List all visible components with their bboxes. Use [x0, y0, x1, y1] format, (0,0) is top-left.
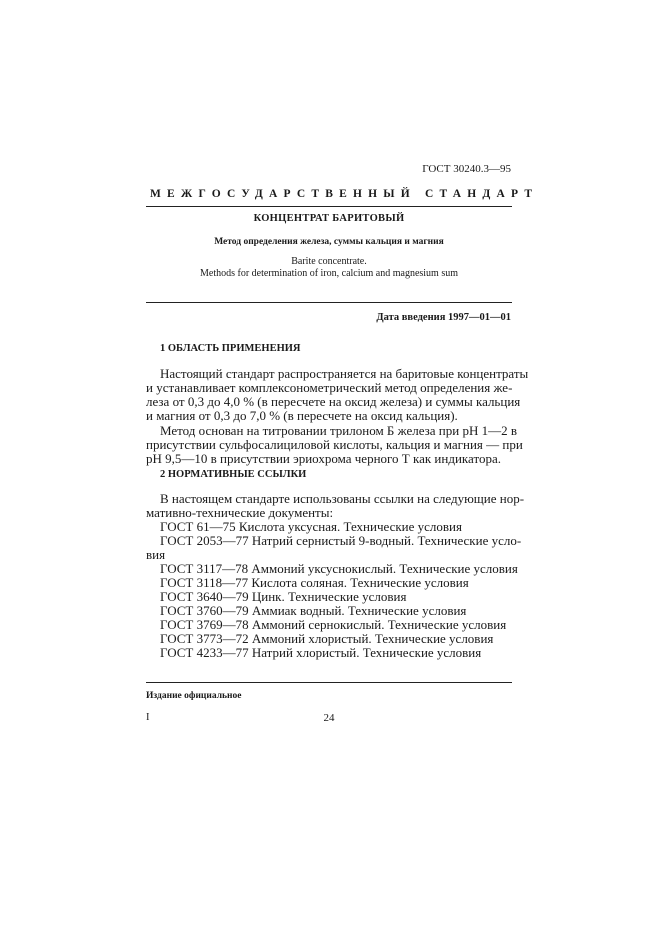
doc-number: ГОСТ 30240.3—95	[422, 163, 511, 175]
paragraph-line: рН 9,5—10 в присутствии эриохрома черного Т как индикатора.	[146, 451, 501, 466]
paragraph-line: Настоящий стандарт распространяется на баритовые концентраты	[160, 366, 529, 381]
standard-type: МЕЖГОСУДАРСТВЕННЫЙ СТАНДАРТ	[150, 188, 539, 200]
paragraph-line: мативно-технические документы:	[146, 505, 334, 520]
page-mark: I	[146, 712, 150, 723]
title-divider	[146, 302, 512, 303]
paragraph-line: присутствии сульфосалициловой кислоты, кальция и магния — при	[146, 437, 523, 452]
paragraph-line: и магния от 0,3 до 7,0 % (в пересчете на оксид кальция).	[146, 408, 458, 423]
section-heading-references: 2 НОРМАТИВНЫЕ ССЫЛКИ	[160, 469, 307, 480]
reference-item: ГОСТ 3773—72 Аммоний хлористый. Технические условия	[160, 631, 494, 646]
intro-date: Дата введения 1997—01—01	[376, 312, 511, 323]
reference-item: ГОСТ 61—75 Кислота уксусная. Технические условия	[160, 519, 462, 534]
footer-divider	[146, 682, 512, 683]
paragraph-line: Метод основан на титровании трилоном Б железа при рН 1—2 в	[160, 423, 517, 438]
paragraph-line: В настоящем стандарте использованы ссылки на следующие нор-	[160, 491, 525, 506]
reference-item: ГОСТ 3118—77 Кислота соляная. Технические условия	[160, 575, 469, 590]
doc-subtitle: Метод определения железа, суммы кальция и магния	[214, 237, 444, 247]
reference-item-continuation: вия	[146, 547, 166, 562]
reference-item: ГОСТ 4233—77 Натрий хлористый. Технические условия	[160, 645, 482, 660]
section-heading-scope: 1 ОБЛАСТЬ ПРИМЕНЕНИЯ	[160, 343, 301, 354]
paragraph-line: и устанавливает комплексонометрический метод определения же-	[146, 380, 513, 395]
reference-item: ГОСТ 3640—79 Цинк. Технические условия	[160, 589, 407, 604]
page-number: 24	[323, 712, 335, 724]
reference-item: ГОСТ 3769—78 Аммоний сернокислый. Технические условия	[160, 617, 507, 632]
doc-title: КОНЦЕНТРАТ БАРИТОВЫЙ	[253, 213, 405, 224]
en-title-line2: Methods for determination of iron, calcium and magnesium sum	[200, 268, 458, 279]
edition-note: Издание официальное	[146, 691, 242, 701]
en-title	[146, 256, 512, 280]
en-title-line1: Barite concentrate.	[291, 256, 367, 267]
reference-item: ГОСТ 2053—77 Натрий сернистый 9-водный. Технические усло-	[160, 533, 522, 548]
paragraph-line: леза от 0,3 до 4,0 % (в пересчете на оксид железа) и суммы кальция	[146, 394, 521, 409]
reference-item: ГОСТ 3760—79 Аммиак водный. Технические условия	[160, 603, 467, 618]
reference-item: ГОСТ 3117—78 Аммоний уксуснокислый. Технические условия	[160, 561, 518, 576]
header-divider	[146, 206, 512, 207]
